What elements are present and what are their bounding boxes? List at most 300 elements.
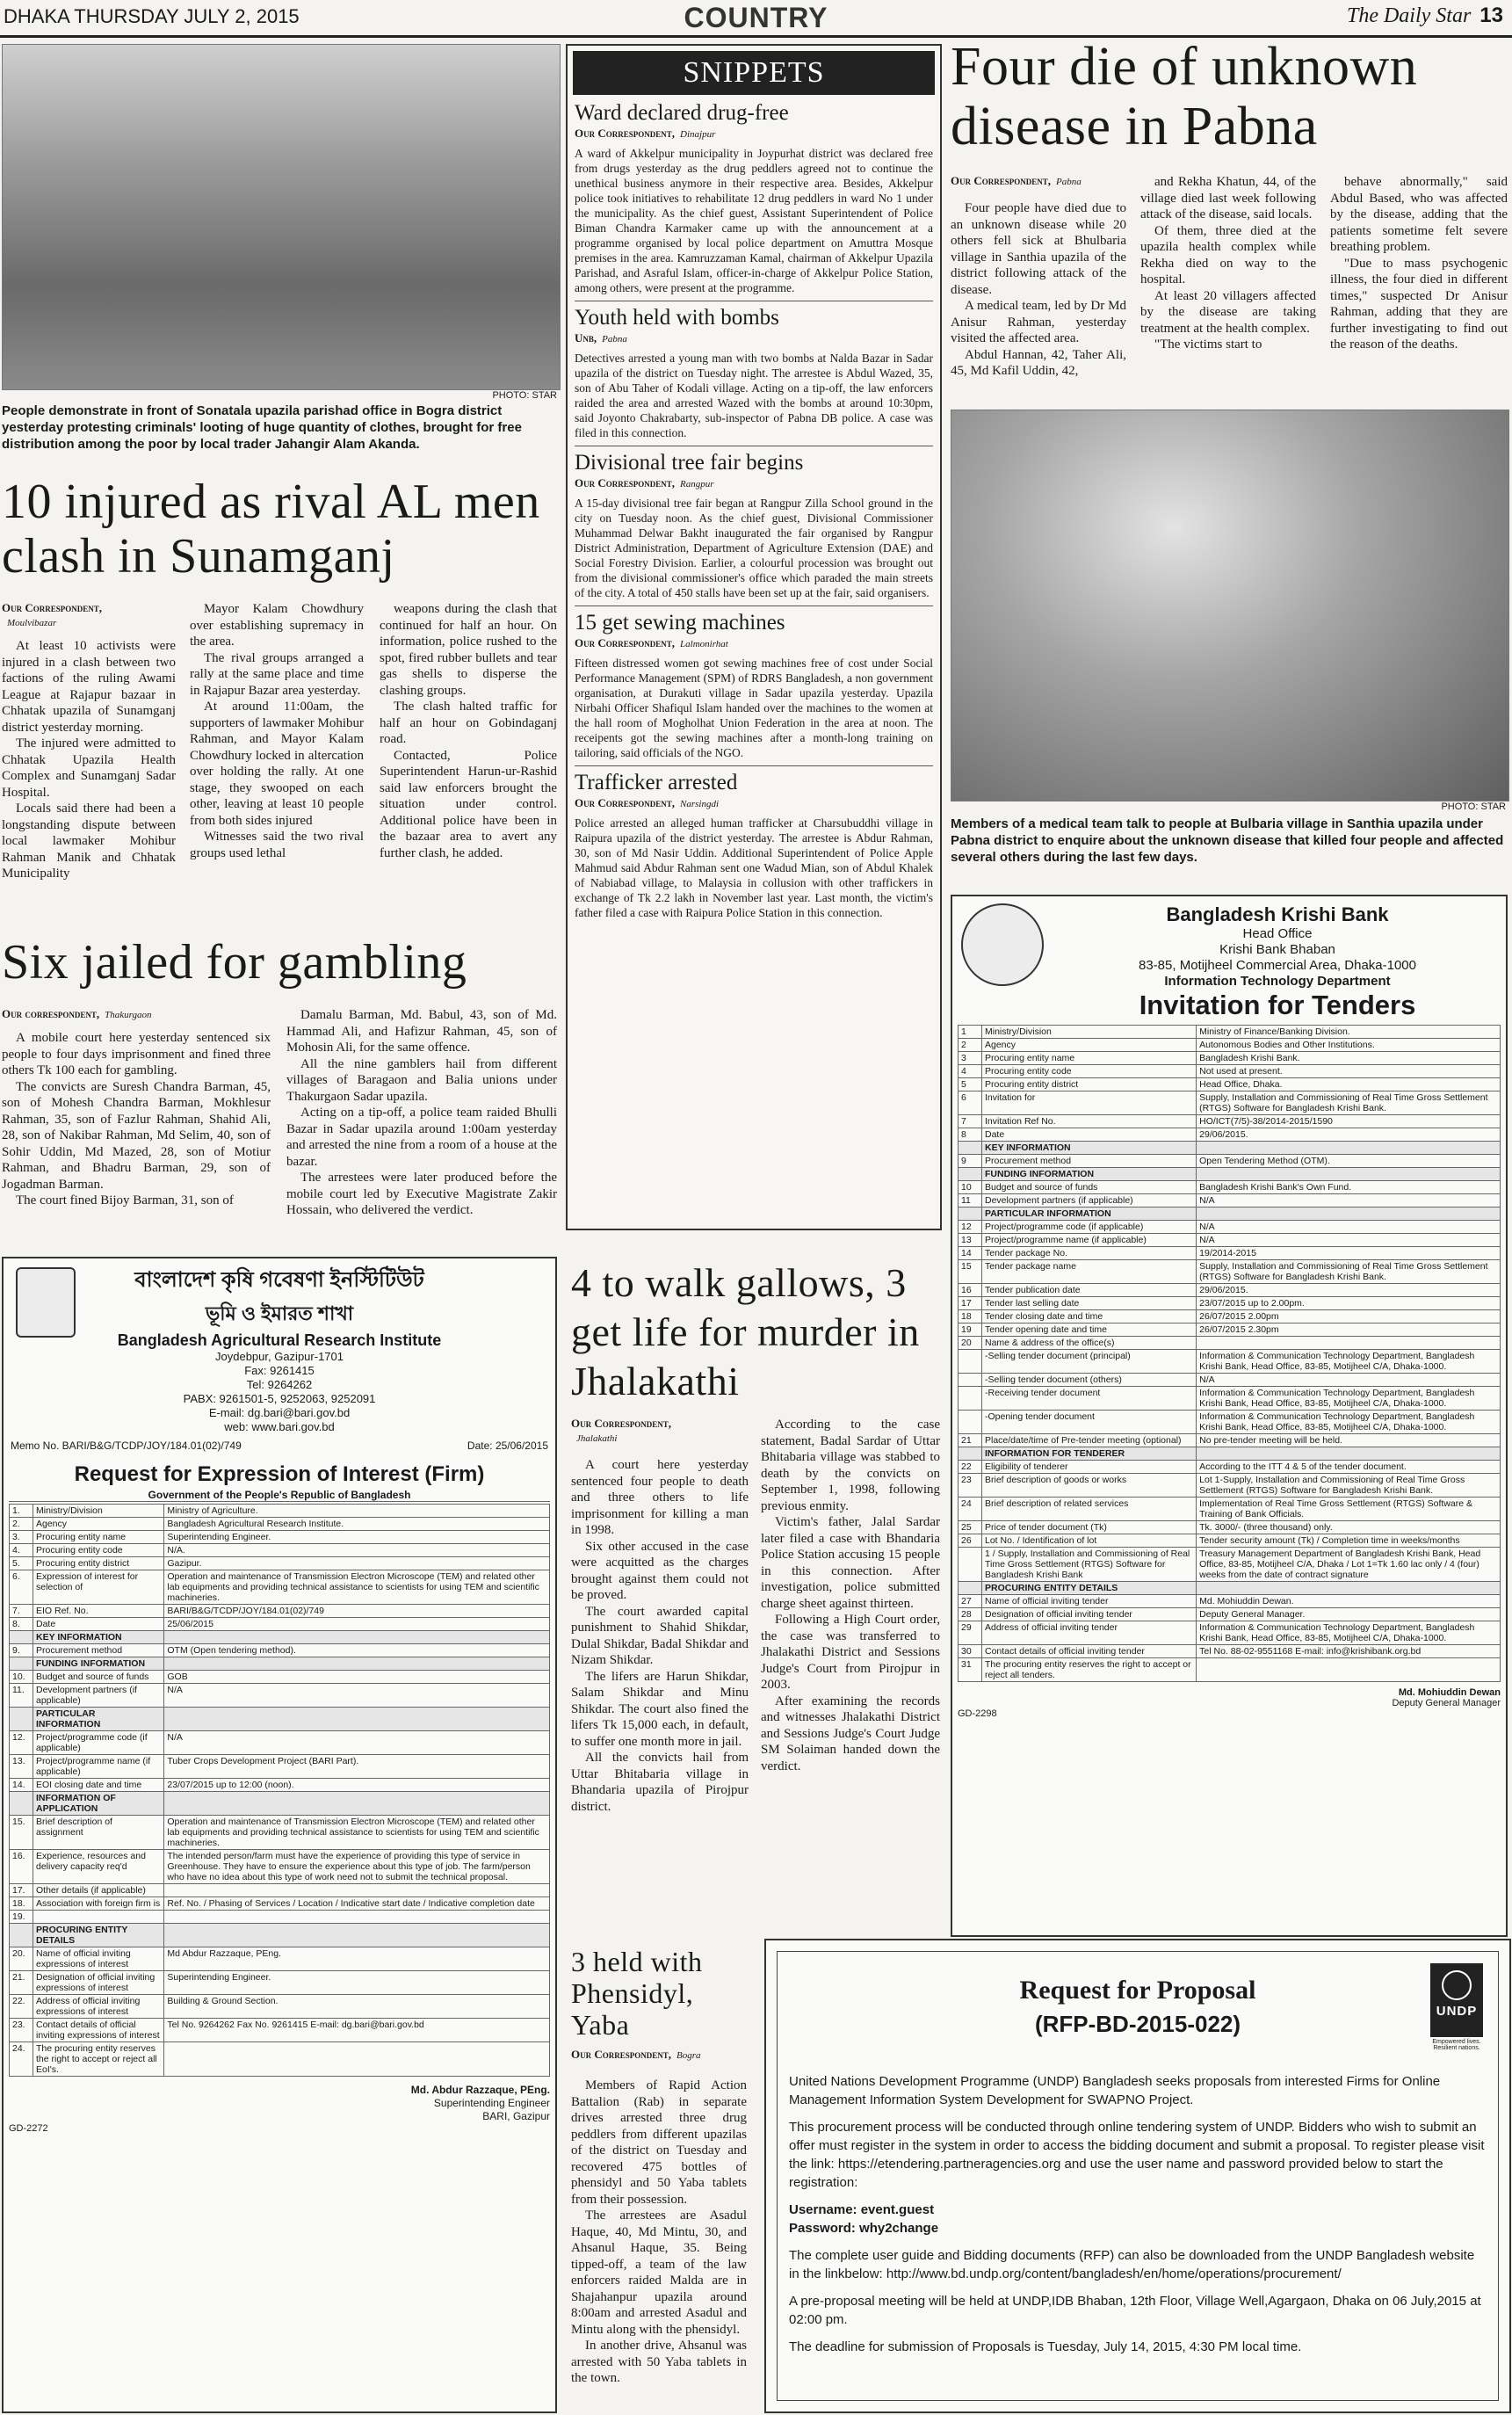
cell-label: Brief description of goods or works xyxy=(982,1474,1197,1498)
byline xyxy=(2,1007,152,1021)
cell-value: No pre-tender meeting will be held. xyxy=(1197,1434,1501,1447)
institute-name: Bangladesh Agricultural Research Institute xyxy=(117,1331,442,1349)
table-row xyxy=(959,1447,1501,1461)
cell-label: -Receiving tender document xyxy=(982,1387,1197,1411)
paragraph: Witnesses said the two rival groups used lethal xyxy=(190,830,364,860)
snippet-text: Police arrested an alleged human trafficker at Charsubuddhi village in Raipura upazila of the district yesterday. The arrestee is Abdur Rahman, 30, son of Md Nasir Uddin. Additional Superintendent of Police Apple Mahmud said Abdur Rahman sent one Wadud Mian, son of Abdul Khalek of Nabiabad village, to Malaysia in collusion with other traffickers in exchange of Tk 2.2 lakh in November last year. Last month, the victim's father filed a case with Raipura Police Station in this connection. xyxy=(575,816,933,919)
cell-n: 11. xyxy=(10,1684,33,1708)
cell-label: FUNDING INFORMATION xyxy=(33,1657,164,1671)
rfp-para: This procurement process will be conducted through online tendering system of UNDP. Bidders who wish to submit an offer must register in the system in order to access the bidding document and submit a proposal. To register please visit the link: https://etendering.partneragencies.org and use the user name and password provided below to start the registration: xyxy=(789,2120,1485,2190)
cell-label: Tender publication date xyxy=(982,1284,1197,1297)
cell-value: Operation and maintenance of Transmission Electron Microscope (TEM) and related other lab equipments and providing technical assistance to scientists for using TEM and scientific machineries. xyxy=(164,1570,550,1605)
cell-n xyxy=(959,1168,982,1181)
undp-logo-text: UNDP xyxy=(1436,2004,1478,2019)
table-row xyxy=(10,1657,550,1671)
cell-n xyxy=(10,1708,33,1731)
cell-value: HO/ICT(7/5)-38/2014-2015/1590 xyxy=(1197,1115,1501,1128)
cell-label: PARTICULAR INFORMATION xyxy=(33,1708,164,1731)
byline xyxy=(575,476,933,490)
cell-label: Development partners (if applicable) xyxy=(33,1684,164,1708)
table-row xyxy=(10,1644,550,1657)
table-row xyxy=(959,1374,1501,1387)
article-column xyxy=(2,638,176,882)
table-row xyxy=(959,1221,1501,1234)
cell-value xyxy=(1197,1208,1501,1221)
table-row xyxy=(10,1755,550,1779)
table-row xyxy=(959,1181,1501,1194)
cell-label: Other details (if applicable) xyxy=(33,1884,164,1897)
table-row xyxy=(10,1897,550,1911)
rfp-para: A pre-proposal meeting will be held at UNDP,IDB Bhaban, 12th Floor, Village Well,Agargaon, Dhaka on 06 July,2015 at 02:00 pm. xyxy=(789,2294,1481,2327)
cell-label: Association with foreign firm is xyxy=(33,1897,164,1911)
cell-value: Head Office, Dhaka. xyxy=(1197,1078,1501,1091)
tender-header xyxy=(1049,896,1506,1021)
cell-n: 3 xyxy=(959,1052,982,1065)
cell-label: Invitation Ref No. xyxy=(982,1115,1197,1128)
table-row xyxy=(10,1557,550,1570)
rfp-password: Password: why2change xyxy=(789,2221,939,2236)
cell-value: Supply, Installation and Commissioning of Real Time Gross Settlement (RTGS) Software for Bangladesh Krishi Bank. xyxy=(1197,1091,1501,1115)
rfp-title: Request for Proposal xyxy=(1019,1976,1256,2005)
table-row xyxy=(10,1731,550,1755)
paragraph: At least 20 villagers affected by the disease are taking treatment at the health complex. xyxy=(1140,288,1316,336)
rfp-body xyxy=(789,2072,1487,2365)
signature-desig: Superintending Engineer xyxy=(433,2097,550,2109)
cell-value: Tender security amount (Tk) / Completion time in weeks/months xyxy=(1197,1534,1501,1548)
cell-value: Superintending Engineer. xyxy=(164,1971,550,1995)
bank-office: Head Office xyxy=(1242,926,1313,941)
cell-value: Ref. No. / Phasing of Services / Location / Indicative start date / Indicative completion date xyxy=(164,1897,550,1911)
cell-value: Information & Communication Technology Department, Bangladesh Krishi Bank, Head Office, 83-85, Motijheel C/A, Dhaka-1000. xyxy=(1197,1621,1501,1645)
rfp-para: The complete user guide and Bidding documents (RFP) can also be downloaded from the UNDP Bangladesh website in the linkbelow: http://www.bd.undp.org/content/bangladesh/en/home/operations/procurement/ xyxy=(789,2248,1475,2281)
cell-n: 24 xyxy=(959,1498,982,1521)
cell-label: Tender last selling date xyxy=(982,1297,1197,1310)
cell-n xyxy=(10,1792,33,1816)
snippets-box xyxy=(566,44,942,1230)
institute-tel: Tel: 9264262 xyxy=(246,1378,313,1391)
byline-text: Our Correspondent, xyxy=(571,1417,672,1430)
paragraph: A mobile court here yesterday sentenced six people to four days imprisonment and fined three others Tk 100 each for gambling. xyxy=(2,1031,271,1077)
cell-label: -Selling tender document (others) xyxy=(982,1374,1197,1387)
byline-text: Our Correspondent, xyxy=(575,636,676,649)
cell-n: 21. xyxy=(10,1971,33,1995)
page-header xyxy=(0,0,1512,38)
protest-photo xyxy=(2,44,561,390)
table-row xyxy=(959,1350,1501,1374)
cell-label: Designation of official inviting expressions of interest xyxy=(33,1971,164,1995)
cell-label: Procuring entity district xyxy=(982,1078,1197,1091)
paragraph: The clash halted traffic for half an hour on Gobindaganj road. xyxy=(380,700,557,746)
table-row xyxy=(959,1310,1501,1324)
cell-value xyxy=(1197,1582,1501,1595)
table-row xyxy=(10,1779,550,1792)
byline xyxy=(575,796,933,810)
paragraph: At least 10 activists were injured in a clash between two factions of the ruling Awami League at Rajapur bazaar in Chhatak upazila of Sunamganj district yesterday morning. xyxy=(2,639,176,735)
snippets-list xyxy=(568,100,940,920)
rfp-username: Username: event.guest xyxy=(789,2202,935,2217)
cell-n: 18. xyxy=(10,1897,33,1911)
cell-value: N/A xyxy=(164,1684,550,1708)
article-column xyxy=(951,200,1126,380)
cell-value: Gazipur. xyxy=(164,1557,550,1570)
table-row xyxy=(959,1658,1501,1682)
cell-label: Address of official inviting expressions of interest xyxy=(33,1995,164,2019)
cell-n: 16 xyxy=(959,1284,982,1297)
cell-value: Bangladesh Agricultural Research Institute. xyxy=(164,1518,550,1531)
eoi-title: Request for Expression of Interest (Firm) xyxy=(74,1462,485,1486)
cell-label: EOI closing date and time xyxy=(33,1779,164,1792)
headline-gallows: 4 to walk gallows, 3 get life for murder in Jhalakathi xyxy=(571,1260,920,1403)
cell-label: Expression of interest for selection of xyxy=(33,1570,164,1605)
table-row xyxy=(959,1498,1501,1521)
cell-label: KEY INFORMATION xyxy=(33,1631,164,1644)
snippet-text: A ward of Akkelpur municipality in Joypurhat district was declared free from drugs yesterday as the drug peddlers agreed not to continue the unethical business anymore in their respective area. Besides, Akkelpur police took initiatives to rehabilitate 12 drug peddlers in ward No 1 under the municipality. As the chief guest, Assistant Superintendent of Police Biman Chandra Karmaker came up with the announcement at a programme organised by local police department on Amuttra Mosque premises in the area. Kamruzzaman Kamal, chairman of Akkelpur Upazila Parishad, and Asraful Islam, officer-in-charge of Akkelpur Police Station, among others, were present at the programme. xyxy=(575,147,933,294)
photo-caption: People demonstrate in front of Sonatala upazila parishad office in Bogra district yesterday protesting criminals' looting of huge quantity of clothes, brought for free distribution among the poor by local trader Jahangir Alam Akanda. xyxy=(2,403,522,452)
cell-value: Treasury Management Department of Bangladesh Krishi Bank, Head Office, 83-85, Motijheel C/A, Dhaka / Lot 1=Tk 1.60 lac only / 4 (four) weeks from the date of contract signature xyxy=(1197,1548,1501,1582)
paragraph: The convicts are Suresh Chandra Barman, 45, son of Mohesh Chandra Barman, Mokhlesur Rahman, 35, son of Fazlur Rahman, Shahid Ali, 28, son of Nakibar Rahman, Md Selim, 40, son of Sohir Uddin, Md Mazed, 28, son of Motiur Rahman, and Bhadru Barman, 29, son of Jogadman Barman. xyxy=(2,1079,271,1192)
article-column xyxy=(1330,174,1508,353)
cell-value: Ministry of Agriculture. xyxy=(164,1505,550,1518)
cell-value: Supply, Installation and Commissioning of Real Time Gross Settlement (RTGS) Software for Bangladesh Krishi Bank. xyxy=(1197,1260,1501,1284)
masthead xyxy=(1347,4,1503,28)
table-row xyxy=(10,1911,550,1924)
cell-label: Project/programme name (if applicable) xyxy=(33,1755,164,1779)
article-column xyxy=(571,1457,749,1815)
cell-value xyxy=(1197,1447,1501,1461)
byline-text: Our Correspondent, xyxy=(575,796,676,809)
cell-label: Tender package name xyxy=(982,1260,1197,1284)
cell-label: Procuring entity name xyxy=(33,1531,164,1544)
cell-n: 19. xyxy=(10,1911,33,1924)
cell-value: 23/07/2015 up to 12:00 (noon). xyxy=(164,1779,550,1792)
cell-value: Ministry of Finance/Banking Division. xyxy=(1197,1026,1501,1039)
cell-n: 17 xyxy=(959,1297,982,1310)
cell-label: Agency xyxy=(33,1518,164,1531)
table-row xyxy=(10,2019,550,2042)
photo-caption: Members of a medical team talk to people at Bulbaria village in Santhia upazila under Pabna district to enquire about the unknown disease that killed four people and affected several others during the last few days. xyxy=(951,816,1504,865)
paragraph: The court awarded capital punishment to Shahid Shikdar, Dulal Shikdar, Badal Shikdar and Nizam Shikdar. xyxy=(571,1604,749,1667)
byline-text: Unb, xyxy=(575,331,597,344)
snippet xyxy=(575,100,933,295)
cell-n xyxy=(959,1582,982,1595)
headline-gambling: Six jailed for gambling xyxy=(2,935,467,990)
cell-n: 9 xyxy=(959,1155,982,1168)
paragraph: The injured were admitted to Chhatak Upazila Health Complex and Sunamganj Sadar Hospital. xyxy=(2,736,176,800)
table-row xyxy=(10,1570,550,1605)
cell-value: Information & Communication Technology Department, Bangladesh Krishi Bank, Head Office, 83-85, Motijheel C/A, Dhaka-1000. xyxy=(1197,1411,1501,1434)
cell-value: 29/06/2015. xyxy=(1197,1284,1501,1297)
cell-n: 8. xyxy=(10,1618,33,1631)
table-row xyxy=(959,1324,1501,1337)
cell-n xyxy=(959,1350,982,1374)
cell-label: Name of official inviting tender xyxy=(982,1595,1197,1608)
headline-sunamganj: 10 injured as rival AL men clash in Sunamganj xyxy=(2,475,540,584)
table-row xyxy=(959,1595,1501,1608)
cell-n: 7. xyxy=(10,1605,33,1618)
cell-n: 25 xyxy=(959,1521,982,1534)
institute-web: web: www.bari.gov.bd xyxy=(224,1420,335,1433)
paragraph: A court here yesterday sentenced four people to death and three others to life imprisonment for killing a man in 1998. xyxy=(571,1458,749,1537)
table-row xyxy=(10,1792,550,1816)
cell-value: 25/06/2015 xyxy=(164,1618,550,1631)
paragraph: Members of Rapid Action Battalion (Rab) in separate drives arrested three drug peddlers from different upazilas of the district on Tuesday and recovered 475 bottles of phensidyl and 50 Yaba tablets from their possession. xyxy=(571,2078,747,2207)
byline-place: Jhalakathi xyxy=(576,1433,618,1444)
cell-value: Bangladesh Krishi Bank. xyxy=(1197,1052,1501,1065)
signature xyxy=(958,1687,1501,1708)
paragraph: According to the case statement, Badal Sardar of Uttar Bhitabaria village was stabbed to death by the convicts on September 1, 1998, following previous enmity. xyxy=(761,1418,940,1513)
byline-text: Our correspondent, xyxy=(2,1007,100,1020)
cell-value: Superintending Engineer. xyxy=(164,1531,550,1544)
table-row xyxy=(10,1505,550,1518)
institute-address: Joydebpur, Gazipur-1701 xyxy=(215,1350,344,1363)
cell-label: The procuring entity reserves the right to accept or reject all EoI's. xyxy=(33,2042,164,2077)
table-row xyxy=(959,1387,1501,1411)
cell-label: INFORMATION FOR TENDERER xyxy=(982,1447,1197,1461)
table-row xyxy=(959,1208,1501,1221)
memo-line xyxy=(4,1434,555,1452)
section-title: COUNTRY xyxy=(684,2,828,33)
bank-dept: Information Technology Department xyxy=(1164,974,1391,989)
cell-value xyxy=(164,1657,550,1671)
table-row xyxy=(10,1684,550,1708)
undp-tagline: Empowered lives. Resilient nations. xyxy=(1432,2039,1481,2051)
cell-n: 6 xyxy=(959,1091,982,1115)
byline-place: Dinajpur xyxy=(680,129,716,140)
cell-n: 27 xyxy=(959,1595,982,1608)
cell-value: Information & Communication Technology Department, Bangladesh Krishi Bank, Head Office, 83-85, Motijheel C/A, Dhaka-1000. xyxy=(1197,1387,1501,1411)
table-row xyxy=(10,2042,550,2077)
institute-email: E-mail: dg.bari@bari.gov.bd xyxy=(208,1406,351,1419)
article-column xyxy=(190,601,364,861)
table-row xyxy=(959,1608,1501,1621)
cell-label: Price of tender document (Tk) xyxy=(982,1521,1197,1534)
cell-label: -Opening tender document xyxy=(982,1411,1197,1434)
cell-value: N/A xyxy=(1197,1194,1501,1208)
cell-label: Brief description of related services xyxy=(982,1498,1197,1521)
cell-n: 23. xyxy=(10,2019,33,2042)
table-row xyxy=(959,1168,1501,1181)
paragraph: Locals said there had been a longstanding dispute between local lawmaker Mohibur Rahman Manik and Chhatak Municipality xyxy=(2,801,176,881)
cell-value: OTM (Open tendering method). xyxy=(164,1644,550,1657)
cell-label: Agency xyxy=(982,1039,1197,1052)
paragraph: The arrestees were later produced before the mobile court led by Executive Magistrate Zakir Hossain, who delivered the verdict. xyxy=(286,1171,557,1217)
cell-value xyxy=(164,1792,550,1816)
cell-value: Tk. 3000/- (three thousand) only. xyxy=(1197,1521,1501,1534)
paragraph: Contacted, Police Superintendent Harun-ur-Rashid said law enforcers brought the situation under control. Additional police have been in the bazaar area to avert any further clash, he added. xyxy=(380,748,557,860)
table-row xyxy=(959,1297,1501,1310)
byline-text: Our Correspondent, xyxy=(575,476,676,490)
cell-n: 4 xyxy=(959,1065,982,1078)
cell-label: Project/programme code (if applicable) xyxy=(982,1221,1197,1234)
signature-desig: Deputy General Manager xyxy=(1392,1698,1501,1708)
table-row xyxy=(10,1618,550,1631)
byline xyxy=(575,331,933,345)
cell-n xyxy=(10,1631,33,1644)
table-row xyxy=(959,1548,1501,1582)
table-row xyxy=(959,1534,1501,1548)
headline-phensidyl: 3 held with Phensidyl, Yaba xyxy=(571,1946,703,2041)
cell-n: 31 xyxy=(959,1658,982,1682)
cell-n: 13. xyxy=(10,1755,33,1779)
cell-value xyxy=(164,1911,550,1924)
cell-n: 29 xyxy=(959,1621,982,1645)
table-row xyxy=(959,1337,1501,1350)
cell-label: Brief description of assignment xyxy=(33,1816,164,1850)
cell-label: -Selling tender document (principal) xyxy=(982,1350,1197,1374)
cell-n xyxy=(959,1447,982,1461)
cell-value: Open Tendering Method (OTM). xyxy=(1197,1155,1501,1168)
cell-label: PROCURING ENTITY DETAILS xyxy=(982,1582,1197,1595)
rfp-ref: (RFP-BD-2015-022) xyxy=(1034,2011,1241,2037)
cell-value xyxy=(164,1924,550,1947)
byline xyxy=(571,2048,756,2062)
cell-value: Operation and maintenance of Transmission Electron Microscope (TEM) and related other lab equipments and providing technical assistance to scientists for using TEM and scientific machineries. xyxy=(164,1816,550,1850)
table-row xyxy=(959,1065,1501,1078)
cell-n xyxy=(959,1142,982,1155)
cell-n: 6. xyxy=(10,1570,33,1605)
cell-n xyxy=(10,1657,33,1671)
cell-label: Tender opening date and time xyxy=(982,1324,1197,1337)
cell-n: 28 xyxy=(959,1608,982,1621)
cell-n: 1 xyxy=(959,1026,982,1039)
table-row xyxy=(10,1708,550,1731)
cell-n: 15. xyxy=(10,1816,33,1850)
snippet xyxy=(575,446,933,600)
paragraph: All the nine gamblers hail from different villages of Baragaon and Balia unions under Thakurgaon Sadar upazila. xyxy=(286,1056,557,1104)
cell-label: Contact details of official inviting expressions of interest xyxy=(33,2019,164,2042)
cell-value xyxy=(164,1884,550,1897)
cell-value: Tel No. 9264262 Fax No. 9261415 E-mail: dg.bari@bari.gov.bd xyxy=(164,2019,550,2042)
cell-label: KEY INFORMATION xyxy=(982,1142,1197,1155)
byline-place: Bogra xyxy=(676,2050,701,2061)
cell-value: Md. Mohiuddin Dewan. xyxy=(1197,1595,1501,1608)
paragraph: Victim's father, Jalal Sardar later filed a case with Bhandaria Police Station accusing 15 people in this connection. After investigation, police submitted charge sheet against thirteen. xyxy=(761,1515,940,1611)
cell-value: GOB xyxy=(164,1671,550,1684)
cell-label: Procurement method xyxy=(982,1155,1197,1168)
cell-value: N/A xyxy=(164,1731,550,1755)
cell-value: 23/07/2015 up to 2.00pm. xyxy=(1197,1297,1501,1310)
byline-place: Rangpur xyxy=(680,479,714,490)
cell-n: 15 xyxy=(959,1260,982,1284)
paragraph: Four people have died due to an unknown disease while 20 others fell sick at Bhulbaria village in Santhia upazila of the district following attack of the disease. xyxy=(951,201,1126,297)
signature-org: BARI, Gazipur xyxy=(482,2110,550,2122)
article-column xyxy=(571,2078,747,2387)
cell-label: PARTICULAR INFORMATION xyxy=(982,1208,1197,1221)
paragraph: At around 11:00am, the supporters of lawmaker Mohibur Rahman, and Mayor Kalam Chowdhury locked in altercation over holding the rally. At one stage, they swooped on each other, leaving at least 10 people from both sides injured xyxy=(190,700,364,828)
signature xyxy=(9,2084,550,2123)
table-row xyxy=(959,1091,1501,1115)
table-row xyxy=(959,1284,1501,1297)
byline xyxy=(575,127,933,141)
cell-value xyxy=(1197,1337,1501,1350)
table-row xyxy=(959,1411,1501,1434)
byline xyxy=(951,174,1082,188)
cell-label: Procurement method xyxy=(33,1644,164,1657)
table-row xyxy=(959,1142,1501,1155)
cell-n xyxy=(959,1387,982,1411)
tender-table-wrap xyxy=(952,1021,1506,1722)
byline xyxy=(575,636,933,650)
cell-n: 2. xyxy=(10,1518,33,1531)
cell-n: 19 xyxy=(959,1324,982,1337)
table-row xyxy=(959,1474,1501,1498)
cell-label: INFORMATION OF APPLICATION xyxy=(33,1792,164,1816)
cell-n: 17. xyxy=(10,1884,33,1897)
masthead-name: The Daily Star xyxy=(1346,4,1472,27)
table-row xyxy=(10,1816,550,1850)
cell-n: 10 xyxy=(959,1181,982,1194)
bank-address: 83-85, Motijheel Commercial Area, Dhaka-1000 xyxy=(1139,958,1416,973)
tender-title: Invitation for Tenders xyxy=(1139,990,1416,1020)
paragraph: Following a High Court order, the case was transferred to Jhalakathi District and Sessions Judge's Court from Pirojpur in 2003. xyxy=(761,1613,940,1692)
bangla-subtitle: ভূমি ও ইমারত শাখা xyxy=(205,1302,354,1324)
cell-n: 11 xyxy=(959,1194,982,1208)
table-row xyxy=(10,1605,550,1618)
paragraph: "Due to mass psychogenic illness, the four died in different times," suspected Dr Anisur Rahman, adding that they are further investigating to find out the reason of the deaths. xyxy=(1330,256,1508,352)
byline xyxy=(571,1417,671,1445)
cell-n: 23 xyxy=(959,1474,982,1498)
cell-label: FUNDING INFORMATION xyxy=(982,1168,1197,1181)
table-row xyxy=(959,1621,1501,1645)
paragraph: Acting on a tip-off, a police team raided Bhulli Bazar in Sadar upazila around 1:00am yesterday and arrested the nine from a room of a house at the bazar. xyxy=(286,1106,557,1169)
table-row xyxy=(959,1260,1501,1284)
cell-n xyxy=(959,1411,982,1434)
cell-value: 26/07/2015 2.30pm xyxy=(1197,1324,1501,1337)
table-row xyxy=(10,1924,550,1947)
cell-value: 29/06/2015. xyxy=(1197,1128,1501,1142)
page-number: 13 xyxy=(1479,4,1503,27)
cell-n: 9. xyxy=(10,1644,33,1657)
cell-label: Lot No. / Identification of lot xyxy=(982,1534,1197,1548)
cell-n xyxy=(10,1924,33,1947)
cell-label: Development partners (if applicable) xyxy=(982,1194,1197,1208)
photo-credit: PHOTO: STAR xyxy=(492,390,557,401)
cell-label: Tender package No. xyxy=(982,1247,1197,1260)
cell-n: 22. xyxy=(10,1995,33,2019)
snippet xyxy=(575,606,933,760)
cell-n xyxy=(959,1548,982,1582)
cell-n: 26 xyxy=(959,1534,982,1548)
table-row xyxy=(959,1155,1501,1168)
eoi-table-wrap xyxy=(4,1502,555,2136)
paragraph: Abdul Hannan, 42, Taher Ali, 45, Md Kafil Uddin, 42, xyxy=(951,347,1126,378)
byline xyxy=(2,601,102,629)
cell-n: 20. xyxy=(10,1947,33,1971)
cell-label: Experience, resources and delivery capacity req'd xyxy=(33,1850,164,1884)
cell-n: 24. xyxy=(10,2042,33,2077)
byline-place: Pabna xyxy=(1056,177,1082,187)
table-row xyxy=(959,1434,1501,1447)
institute-pabx: PABX: 9261501-5, 9252063, 9252091 xyxy=(183,1392,376,1405)
tender-notice xyxy=(951,895,1508,1937)
cell-n: 30 xyxy=(959,1645,982,1658)
snippet-text: A 15-day divisional tree fair began at Rangpur Zilla School ground in the city on Tuesday noon. As the chief guest, Divisional Commissioner Muhammad Delwar Bakht inaugurated the fair organised by Rangpur District Administration, Department of Agriculture Extension (DAE) and Social Forestry Division. Earlier, a colourful procession was brought out from the divisional commissioner's office which paraded the main streets of the city. A total of 450 stalls have been set up at the fair, said organisers. xyxy=(575,497,933,599)
table-row xyxy=(10,1884,550,1897)
cell-label: Name & address of the office(s) xyxy=(982,1337,1197,1350)
paragraph: The court fined Bijoy Barman, 31, son of xyxy=(16,1193,234,1208)
snippet-head: Youth held with bombs xyxy=(575,306,779,330)
cell-label: Procuring entity code xyxy=(33,1544,164,1557)
memo-no: Memo No. BARI/B&G/TCDP/JOY/184.01(02)/749 xyxy=(11,1440,242,1452)
bank-bhaban: Krishi Bank Bhaban xyxy=(1219,942,1335,957)
byline-place: Pabna xyxy=(602,334,627,344)
bank-name: Bangladesh Krishi Bank xyxy=(1166,903,1389,925)
cell-n: 14. xyxy=(10,1779,33,1792)
article-column xyxy=(1140,174,1316,353)
table-row xyxy=(959,1234,1501,1247)
cell-value: Bangladesh Krishi Bank's Own Fund. xyxy=(1197,1181,1501,1194)
cell-label: Name of official inviting expressions of interest xyxy=(33,1947,164,1971)
